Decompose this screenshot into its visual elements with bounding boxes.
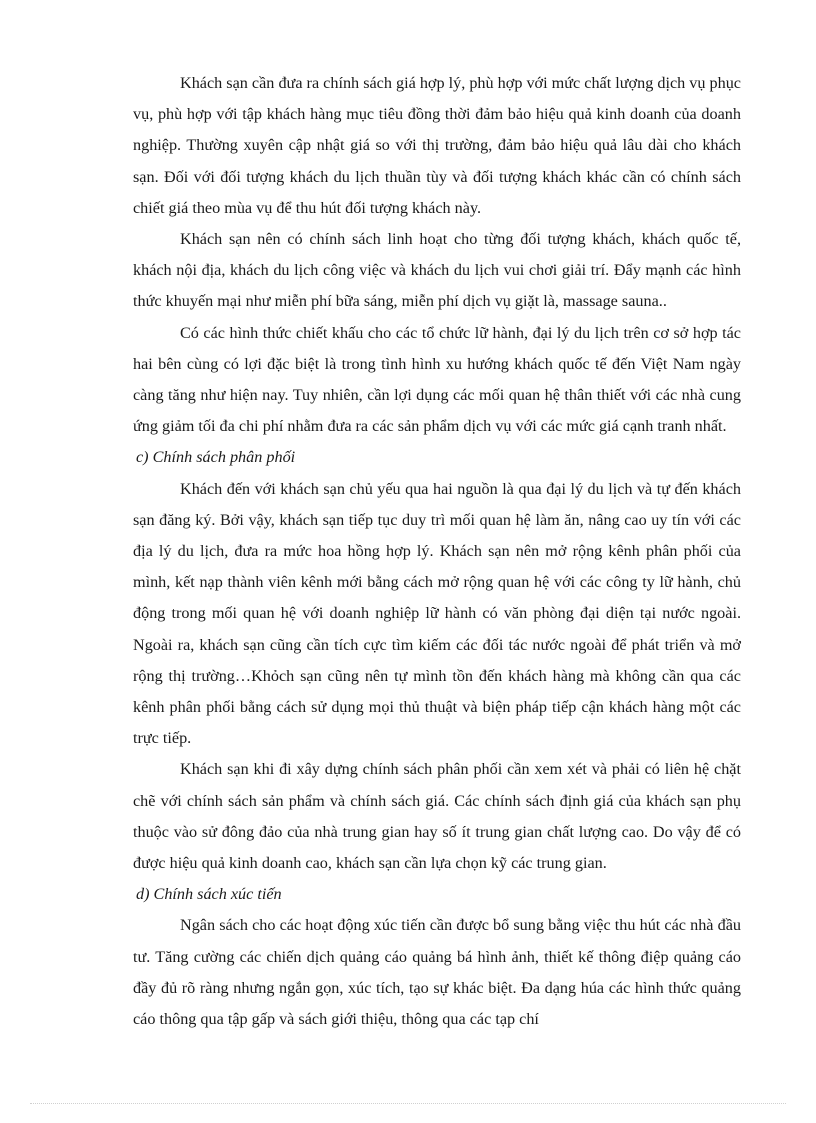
paragraph-distribution-building: Khách sạn khi đi xây dựng chính sách phân phối cần xem xét và phải có liên hệ chặt chẽ với chính sách sản phẩm và chính sách giá. Các chính sách định giá của khách sạn phụ thuộc vào sử đông đảo của nhà trung gian hay số ít trung gian chất lượng cao. Do vậy để có được hiệu quả kinh doanh cao, khách sạn cần lựa chọn kỹ các trung gian. [133,760,741,873]
paragraph-discount-forms: Có các hình thức chiết khấu cho các tổ chức lữ hành, đại lý du lịch trên cơ sở hợp tác hai bên cùng có lợi đặc biệt là trong tình hình xu hướng khách quốc tế đến Việt Nam ngày càng tăng như hiện nay. Tuy nhiên, cần lợi dụng các mối quan hệ thân thiết với các nhà cung ứng giảm tối đa chi phí nhằm đưa ra các sản phẩm dịch vụ với các mức giá cạnh tranh nhất. [133,323,741,436]
document-body [133,68,741,1035]
paragraph-flexible-policy: Khách sạn nên có chính sách linh hoạt cho từng đối tượng khách, khách quốc tế, khách nội địa, khách du lịch công việc và khách du lịch vui chơi giải trí. Đẩy mạnh các hình thức khuyến mại như miễn phí bữa sáng, miễn phí dịch vụ giặt là, massage sauna.. [133,230,741,311]
paragraph-pricing-policy: Khách sạn cần đưa ra chính sách giá hợp lý, phù hợp với mức chất lượng dịch vụ phục vụ, phù hợp với tập khách hàng mục tiêu đồng thời đảm bảo hiệu quả kinh doanh của doanh nghiệp. Thường xuyên cập nhật giá so với thị trường, đảm bảo hiệu quả lâu dài cho khách sạn. Đối với đối tượng khách du lịch thuần tùy và đối tượng khách khác cần có chính sách chiết giá theo mùa vụ để thu hút đối tượng khách này. [133,74,741,217]
paragraph-distribution-sources: Khách đến với khách sạn chủ yếu qua hai nguồn là qua đại lý du lịch và tự đến khách sạn đăng ký. Bởi vậy, khách sạn tiếp tục duy trì mối quan hệ làm ăn, nâng cao uy tín với các địa lý du lịch, đưa ra mức hoa hồng hợp lý. Khách sạn nên mở rộng kênh phân phối của mình, kết nạp thành viên kênh mới bằng cách mở rộng quan hệ với các công ty lữ hành, chủ động trong mối quan hệ với doanh nghiệp lữ hành có văn phòng đại diện tại nước ngoài. Ngoài ra, khách sạn cũng cần tích cực tìm kiếm các đối tác nước ngoài để phát triển và mở rộng thị trường…Khỏch sạn cũng nên tự mình tồn đến khách hàng mà không cần qua các kênh phân phối bằng cách sử dụng mọi thủ thuật và biện pháp tiếp cận khách hàng một các trực tiếp. [133,479,741,748]
section-heading-distribution: c) Chính sách phân phối [136,448,296,467]
page-bottom-divider [30,1103,786,1104]
section-heading-promotion: d) Chính sách xúc tiến [136,885,282,904]
paragraph-promotion-budget: Ngân sách cho các hoạt động xúc tiến cần được bổ sung bằng việc thu hút các nhà đầu tư. Tăng cường các chiến dịch quảng cáo quảng bá hình ảnh, thiết kế thông điệp quảng cáo đầy đủ rõ ràng nhưng ngắn gọn, xúc tích, tạo sự khác biệt. Đa dạng húa các hình thức quảng cáo thông qua tập gấp và sách giới thiệu, thông qua các tạp chí [133,916,741,1029]
